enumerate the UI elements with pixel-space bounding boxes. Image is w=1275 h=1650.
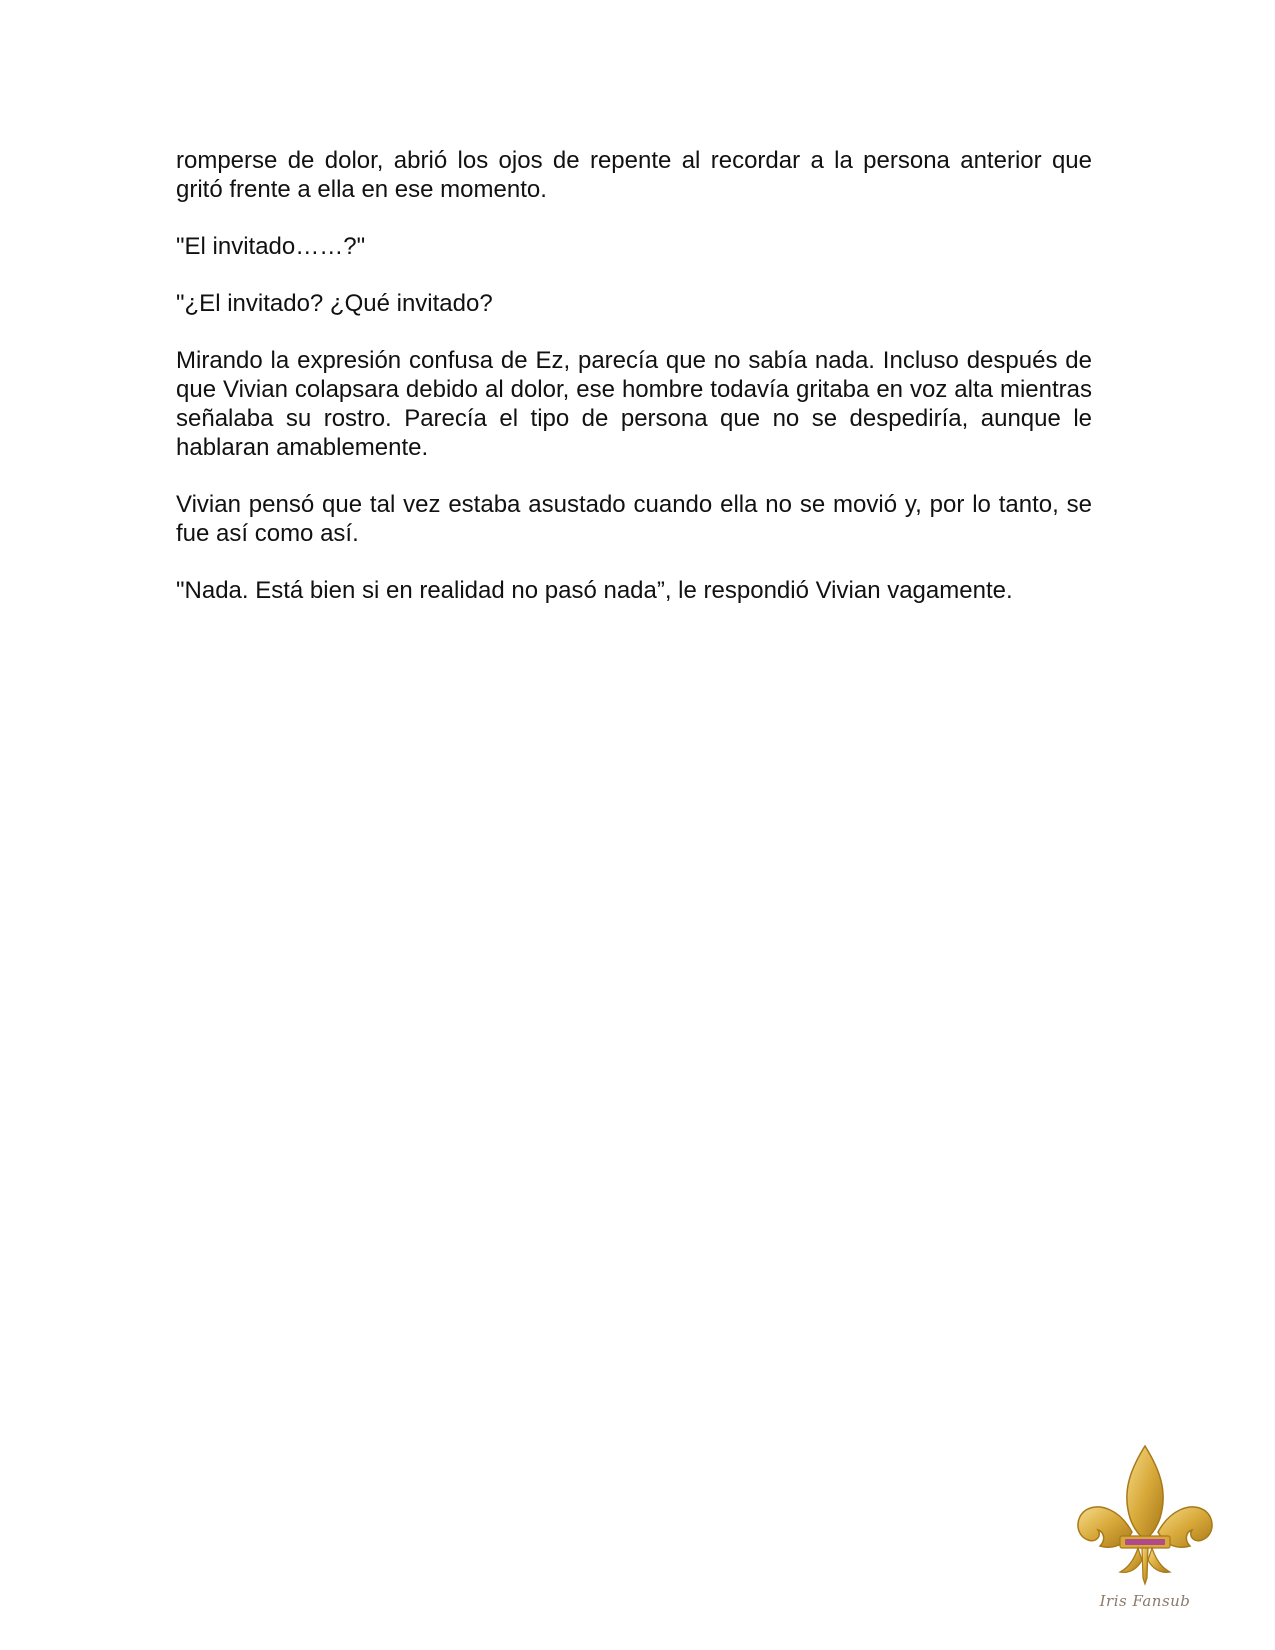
- paragraph-3: "¿El invitado? ¿Qué invitado?: [176, 290, 493, 317]
- paragraph-6: "Nada. Está bien si en realidad no pasó nada”, le respondió Vivian vagamente.: [176, 577, 1013, 604]
- watermark-caption: Iris Fansub: [1099, 1592, 1191, 1610]
- paragraph-5: Vivian pensó que tal vez estaba asustado cuando ella no se movió y, por lo tanto, se fue así como así.: [176, 491, 1092, 547]
- paragraph-1: romperse de dolor, abrió los ojos de repente al recordar a la persona anterior que gritó frente a ella en ese momento.: [176, 147, 1092, 203]
- paragraph-4: Mirando la expresión confusa de Ez, parecía que no sabía nada. Incluso después de que Vivian colapsara debido al dolor, ese hombre todavía gritaba en voz alta mientras señalaba su rostro. Parecía el tipo de persona que no se despediría, aunque le hablaran amablemente.: [176, 347, 1092, 461]
- paragraph-2: "El invitado……?": [176, 233, 366, 260]
- watermark-logo: [1070, 1440, 1220, 1625]
- document-body: [176, 146, 1092, 633]
- fleur-de-lis-icon: [1070, 1440, 1220, 1590]
